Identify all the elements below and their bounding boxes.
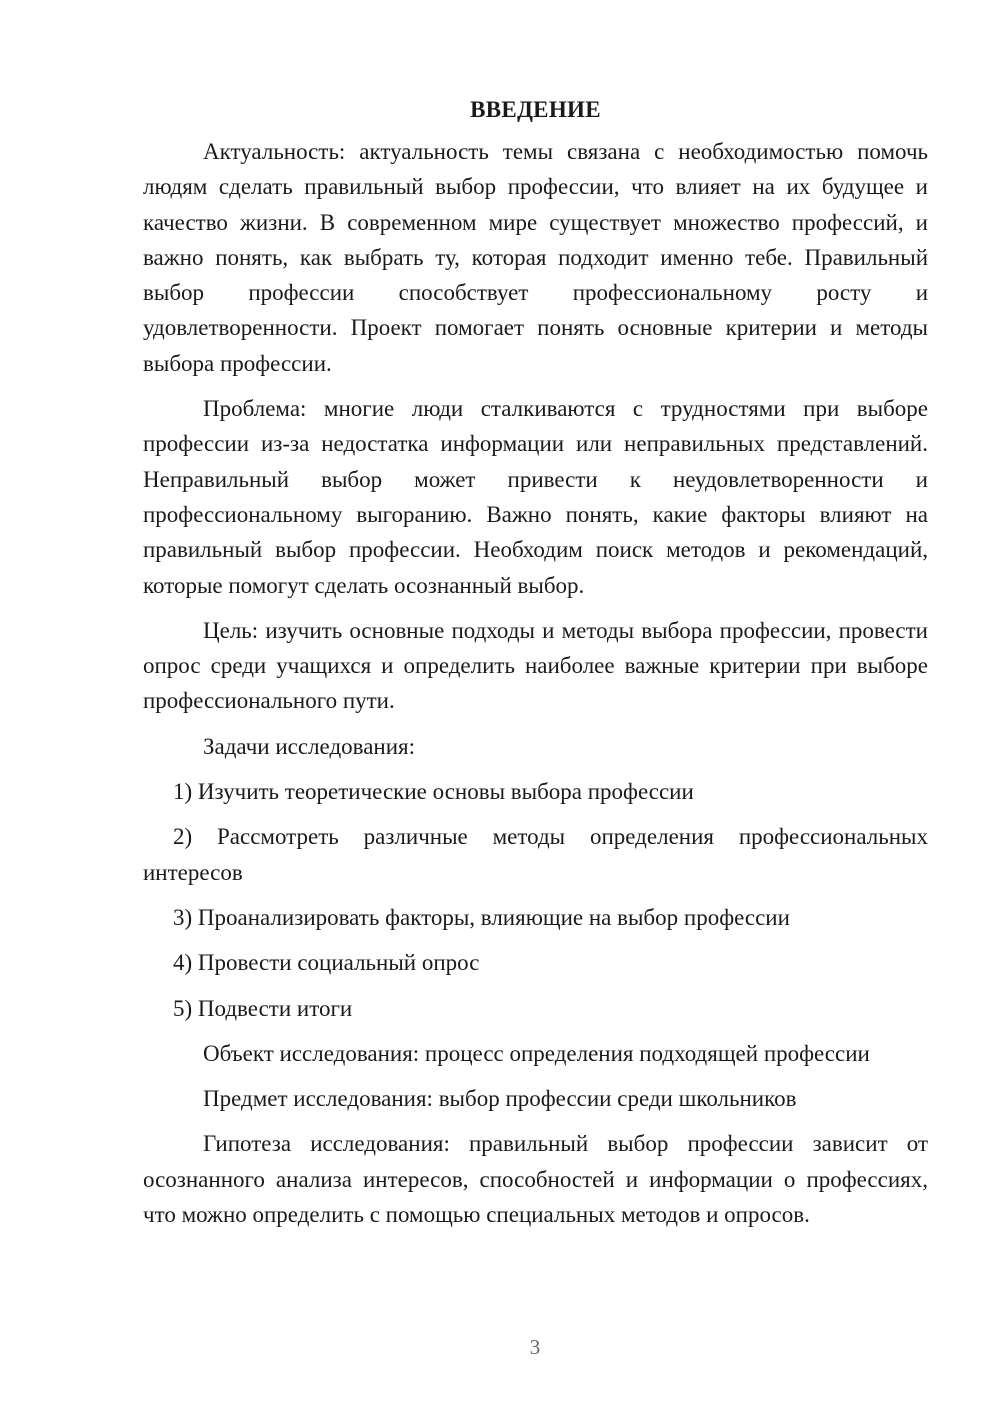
tasks-list <box>143 774 928 1026</box>
task-item: 5) Подвести итоги <box>173 995 353 1021</box>
relevance-paragraph: Актуальность: актуальность темы связана с необходимостью помочь людям сделать правильный выбор профессии, что влияет на их будущее и качество жизни. В современном мире существует множество профессий, и важно понять, как выбрать ту, которая подходит именно тебе. Правильный выбор профессии способствует профессиональному росту и удовлетворенности. Проект помогает понять основные критерии и методы выбора профессии. <box>143 139 928 376</box>
subject-paragraph: Предмет исследования: выбор профессии среди школьников <box>203 1086 797 1112</box>
document-page <box>143 92 928 1242</box>
task-item: 4) Провести социальный опрос <box>173 950 480 976</box>
hypothesis-paragraph: Гипотеза исследования: правильный выбор профессии зависит от осознанного анализа интересов, способностей и информации о профессиях, что можно определить с помощью специальных методов и опросов. <box>143 1131 928 1228</box>
tasks-heading: Задачи исследования: <box>203 733 416 759</box>
task-item: 3) Проанализировать факторы, влияющие на выбор профессии <box>173 904 790 930</box>
page-number: 3 <box>529 1335 541 1359</box>
goal-paragraph: Цель: изучить основные подходы и методы выбора профессии, провести опрос среди учащихся и определить наиболее важные критерии при выборе профессионального пути. <box>143 617 928 714</box>
object-paragraph: Объект исследования: процесс определения подходящей профессии <box>203 1040 870 1066</box>
problem-paragraph: Проблема: многие люди сталкиваются с трудностями при выборе профессии из-за недостатка информации или неправильных представлений. Неправильный выбор может привести к неудовлетворенности и профессиональному выгоранию. Важно понять, какие факторы влияют на правильный выбор профессии. Необходим поиск методов и рекомендаций, которые помогут сделать осознанный выбор. <box>143 396 928 598</box>
section-title: ВВЕДЕНИЕ <box>470 97 601 122</box>
task-item: 1) Изучить теоретические основы выбора профессии <box>173 779 694 805</box>
task-item: 2) Рассмотреть различные методы определения профессиональных интересов <box>143 824 928 885</box>
